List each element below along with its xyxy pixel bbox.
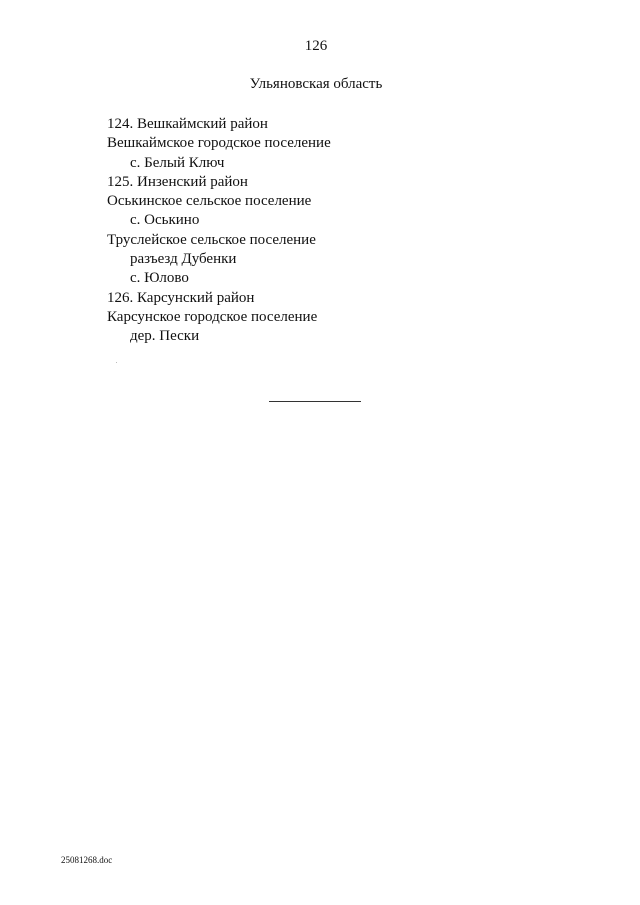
entry-locality: с. Юлово bbox=[130, 270, 189, 287]
entry-district-heading: 124. Вешкаймский район bbox=[107, 116, 268, 132]
entry-locality: дер. Пески bbox=[130, 328, 200, 345]
entry-settlement: Карсунское городское поселение bbox=[107, 308, 318, 325]
entry-locality: с. Белый Ключ bbox=[130, 154, 225, 171]
stray-dot bbox=[116, 362, 117, 363]
entry-list bbox=[107, 115, 331, 347]
entry-district-heading: 126. Карсунский район bbox=[107, 289, 255, 306]
entry-settlement: Вешкаймское городское поселение bbox=[107, 135, 331, 152]
region-title: Ульяновская область bbox=[249, 76, 383, 92]
end-rule bbox=[269, 401, 361, 402]
footer-filename: 25081268.doc bbox=[61, 855, 113, 865]
page-number: 126 bbox=[304, 38, 328, 54]
entry-settlement: Труслейское сельское поселение bbox=[107, 231, 316, 248]
entry-locality: разъезд Дубенки bbox=[130, 251, 237, 268]
entry-settlement: Оськинское сельское поселение bbox=[107, 193, 312, 210]
entry-locality: с. Оськино bbox=[130, 212, 200, 229]
entry-district-heading: 125. Инзенский район bbox=[107, 173, 248, 190]
